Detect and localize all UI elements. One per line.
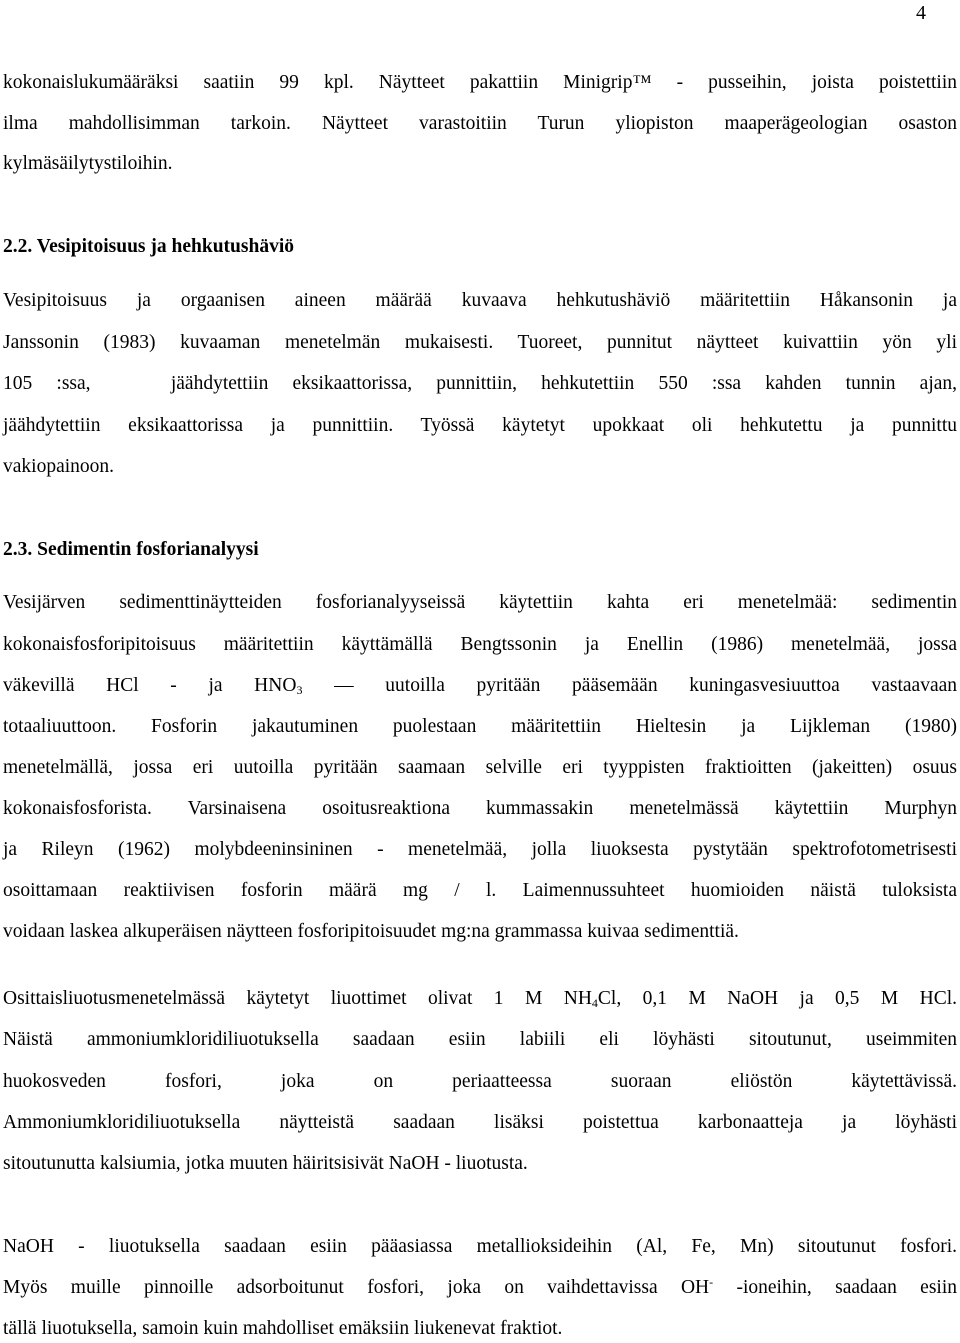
- text-fragment: Osittaisliuotusmenetelmässä käytetyt liuottimet olivat 1 M NH: [3, 988, 592, 1009]
- text-line: tällä liuotuksella, samoin kuin mahdolliset emäksiin liukenevat fraktiot.: [3, 1318, 563, 1339]
- text-line: Janssonin (1983) kuvaaman menetelmän mukaisesti. Tuoreet, punnitut näytteet kuivattiin yön yli: [3, 332, 957, 353]
- text-line: [3, 672, 957, 700]
- text-line: NaOH - liuotuksella saadaan esiin pääasiassa metallioksideihin (Al, Fe, Mn) sitoutunut fosfori.: [3, 1236, 957, 1257]
- text-line: Vesijärven sedimenttinäytteiden fosforianalyyseissä käytettiin kahta eri menetelmää: sedimentin: [3, 592, 957, 613]
- text-line: totaaliuuttoon. Fosforin jakautuminen puolestaan määritettiin Hieltesin ja Lijkleman (1980): [3, 716, 957, 737]
- text-line: ja Rileyn (1962) molybdeeninsininen - menetelmää, jolla liuoksesta pystytään spektrofotometrisesti: [3, 839, 957, 860]
- text-line: [3, 370, 957, 398]
- text-line: jäähdytettiin eksikaattorissa ja punnittiin. Työssä käytetyt upokkaat oli hehkutettu ja punnittu: [3, 415, 957, 436]
- text-line: sitoutunutta kalsiumia, jotka muuten häiritsisivät NaOH - liuotusta.: [3, 1153, 528, 1174]
- text-fragment: Myös muille pinnoille adsorboitunut fosfori, joka on vaihdettavissa OH: [3, 1277, 710, 1298]
- page-number: 4: [916, 2, 926, 24]
- section-heading: 2.3. Sedimentin fosforianalyysi: [3, 539, 259, 560]
- section-heading: 2.2. Vesipitoisuus ja hehkutushäviö: [3, 236, 294, 257]
- text-line: vakiopainoon.: [3, 456, 115, 477]
- text-fragment: 105 :ssa,: [3, 373, 91, 394]
- text-line: [3, 1274, 957, 1302]
- text-fragment: — uutoilla pyritään pääsemään kuningasvesiuuttoa vastaavaan: [334, 675, 958, 696]
- text-fragment: -ioneihin, saadaan esiin: [736, 1277, 957, 1298]
- text-fragment: väkevillä HCl - ja HNO: [3, 675, 297, 696]
- superscript: -: [709, 1275, 714, 1289]
- text-fragment: Cl, 0,1 M NaOH ja 0,5 M HCl.: [597, 988, 957, 1009]
- text-line: kokonaisfosforista. Varsinaisena osoitusreaktiona kummassakin menetelmässä käytettiin Murphyn: [3, 798, 957, 819]
- text-fragment: jäähdytettiin eksikaattorissa, punnittiin, hehkutettiin 550 :ssa kahden tunnin ajan,: [170, 373, 958, 394]
- text-line: Näistä ammoniumkloridiliuotuksella saadaan esiin labiili eli löyhästi sitoutunut, useimmiten: [3, 1029, 957, 1050]
- text-line: kylmäsäilytystiloihin.: [3, 153, 173, 174]
- text-line: menetelmällä, jossa eri uutoilla pyritään saamaan selville eri tyyppisten fraktioitten (jakeitten) osuus: [3, 757, 957, 778]
- subscript: 4: [591, 996, 598, 1010]
- text-line: kokonaisfosforipitoisuus määritettiin käyttämällä Bengtssonin ja Enellin (1986) menetelmää, jossa: [3, 634, 957, 655]
- text-line: voidaan laskea alkuperäisen näytteen fosforipitoisuudet mg:na grammassa kuivaa sedimenttiä.: [3, 921, 739, 942]
- subscript: 3: [296, 683, 303, 697]
- text-line: ilma mahdollisimman tarkoin. Näytteet varastoitiin Turun yliopiston maaperägeologian osaston: [3, 113, 957, 134]
- text-line: Vesipitoisuus ja orgaanisen aineen määrää kuvaava hehkutushäviö määritettiin Håkansonin ja: [3, 290, 957, 311]
- text-line: huokosveden fosfori, joka on periaatteessa suoraan eliöstön käytettävissä.: [3, 1071, 957, 1092]
- text-line: osoittamaan reaktiivisen fosforin määrä mg / l. Laimennussuhteet huomioiden näistä tuloksista: [3, 880, 957, 901]
- text-line: [3, 985, 957, 1013]
- text-line: kokonaislukumääräksi saatiin 99 kpl. Näytteet pakattiin Minigrip™ - pusseihin, joista poistettiin: [3, 72, 957, 93]
- text-line: Ammoniumkloridiliuotuksella näytteistä saadaan lisäksi poistettua karbonaatteja ja löyhästi: [3, 1112, 957, 1133]
